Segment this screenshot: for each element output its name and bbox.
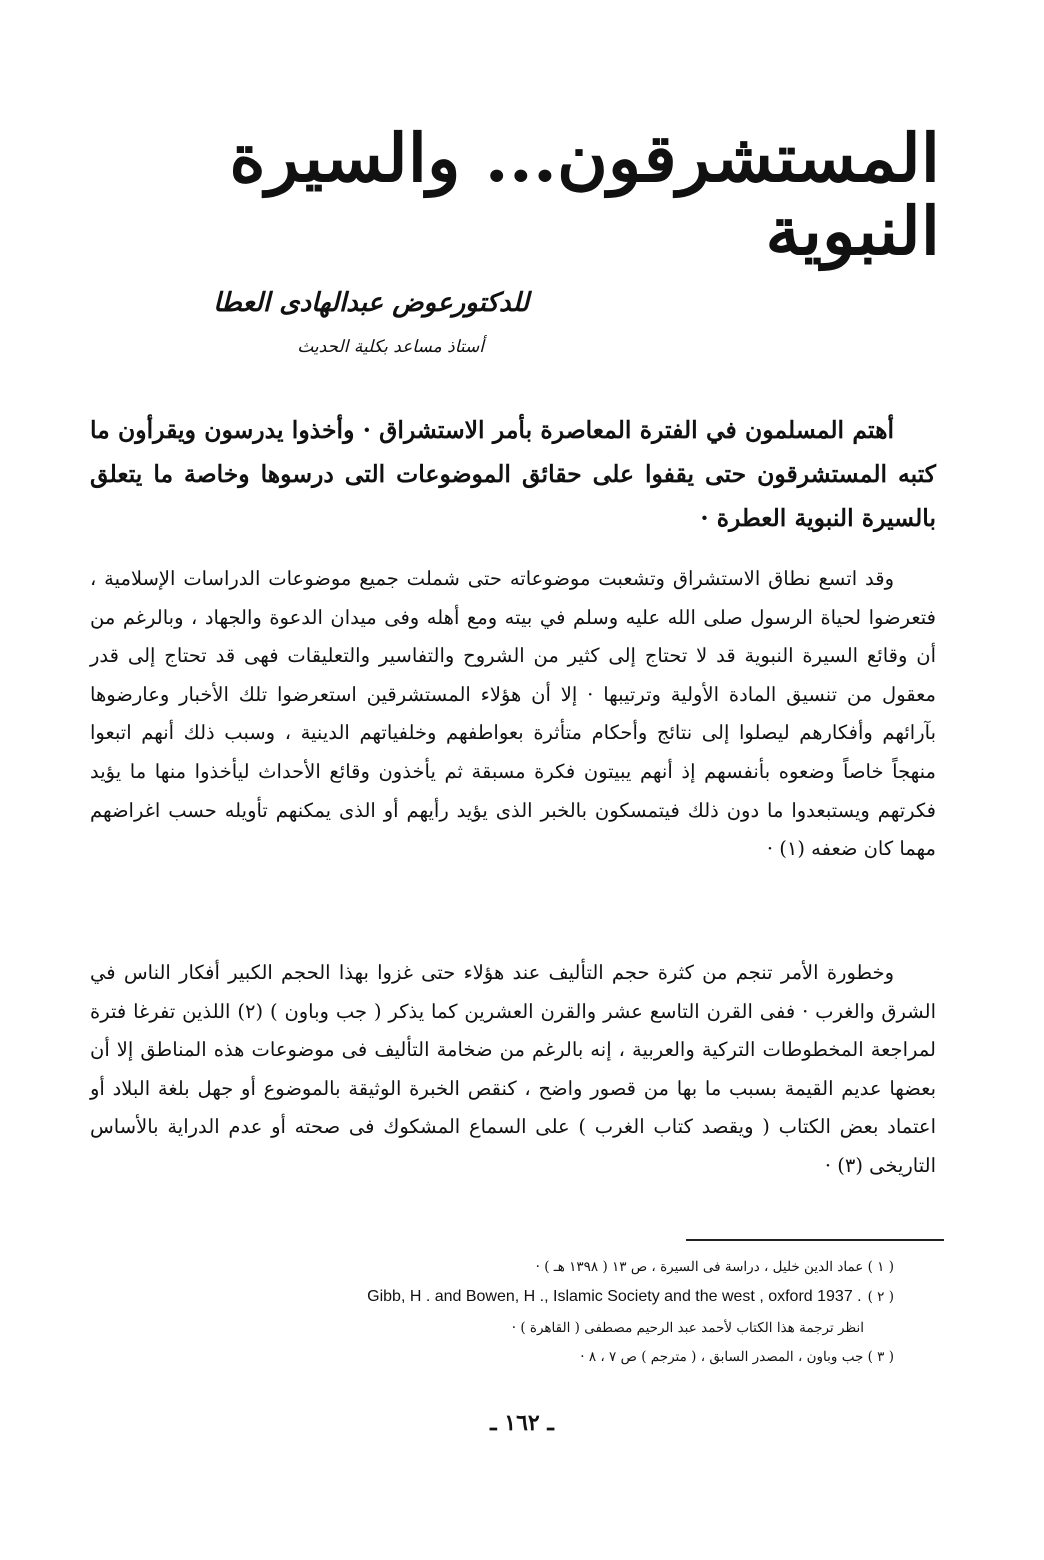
page-number: ـ ١٦٢ ـ: [490, 1410, 554, 1436]
footnote-3: ( ٣ ) جب وباون ، المصدر السابق ، ( مترجم ) ص ٧ ، ٨ ·: [580, 1349, 894, 1365]
paragraph-scope: [90, 560, 936, 869]
paragraph-intro: [90, 408, 936, 540]
paragraph-text: وخطورة الأمر تنجم من كثرة حجم التأليف عند هؤلاء حتى غزوا بهذا الحجم الكبير أفكار الناس في الشرق والغرب · ففى القرن التاسع عشر والقرن العشرين كما يذكر ( جب وباون ) (٢) اللذين تفرغا فترة لمراجعة المخطوطات التركية والعربية ، إنه بالرغم من ضخامة التأليف فى موضوعات هذه المناطق إلا أن بعضها عديم القيمة بسبب ما بها من قصور واضح ، كنقص الخبرة الوثيقة بالموضوع أو جهل بلغة البلاد أو اعتماد بعض الكتاب ( ويقصد كتاب الغرب ) على السماع المشكوك فى صحته أو عدم الدراية بالأساس التاريخى (٣) ·: [90, 961, 936, 1177]
author-role: أستاذ مساعد بكلية الحديث: [297, 337, 484, 357]
paragraph-danger: [90, 954, 936, 1186]
article-title: المستشرقون... والسيرة النبوية: [229, 119, 940, 270]
footnote-2-text: Gibb, H . and Bowen, H ., Islamic Society and the west , oxford 1937 .: [367, 1288, 862, 1305]
paragraph-text: أهتم المسلمون في الفترة المعاصرة بأمر الاستشراق · وأخذوا يدرسون ويقرأون ما كتبه المستشرقون حتى يقفوا على حقائق الموضوعات التى درسوها وخاصة ما يتعلق بالسيرة النبوية العطرة ·: [90, 416, 936, 532]
paragraph-text: وقد اتسع نطاق الاستشراق وتشعبت موضوعاته حتى شملت جميع موضوعات الدراسات الإسلامية ، فتعرضوا لحياة الرسول صلى الله عليه وسلم في بيته ومع أهله وفى ميدان الدعوة والجهاد ، وبالرغم من أن وقائع السيرة النبوية قد لا تحتاج إلى كثير من الشروح والتفاسير والتعليقات فهى قد تحتاج إلى قدر معقول من تنسيق المادة الأولية وترتيبها · إلا أن هؤلاء المستشرقين استعرضوا تلك الأخبار وعارضوها بآرائهم وأفكارهم ليصلوا إلى نتائج وأحكام متأثرة بعواطفهم وخلفياتهم الدينية ، وسبب ذلك أنهم اتبعوا منهجاً خاصاً وضعوه بأنفسهم إذ أنهم يبيتون فكرة مسبقة ثم يأخذون وقائع الأحداث ليأخذوا منها ما يؤيد فكرتهم ويستبعدوا ما دون ذلك فيتمسكون بالخبر الذى يؤيد رأيهم أو الذى يمكنهم تأويله حسب اغراضهم مهما كان ضعفه (١) ·: [90, 567, 936, 861]
footnote-2: [94, 1286, 894, 1308]
footnote-2-number: ( ٢ ): [867, 1289, 894, 1305]
footnote-divider: [686, 1239, 944, 1241]
footnote-2-translation: انظر ترجمة هذا الكتاب لأحمد عبد الرحيم مصطفى ( القاهرة ) ·: [511, 1320, 864, 1336]
author-name: للدكتورعوض عبدالهادى العطا: [213, 288, 529, 318]
footnote-1: ( ١ ) عماد الدين خليل ، دراسة فى السيرة ، ص ١٣ ( ١٣٩٨ هـ ) ·: [535, 1259, 894, 1275]
